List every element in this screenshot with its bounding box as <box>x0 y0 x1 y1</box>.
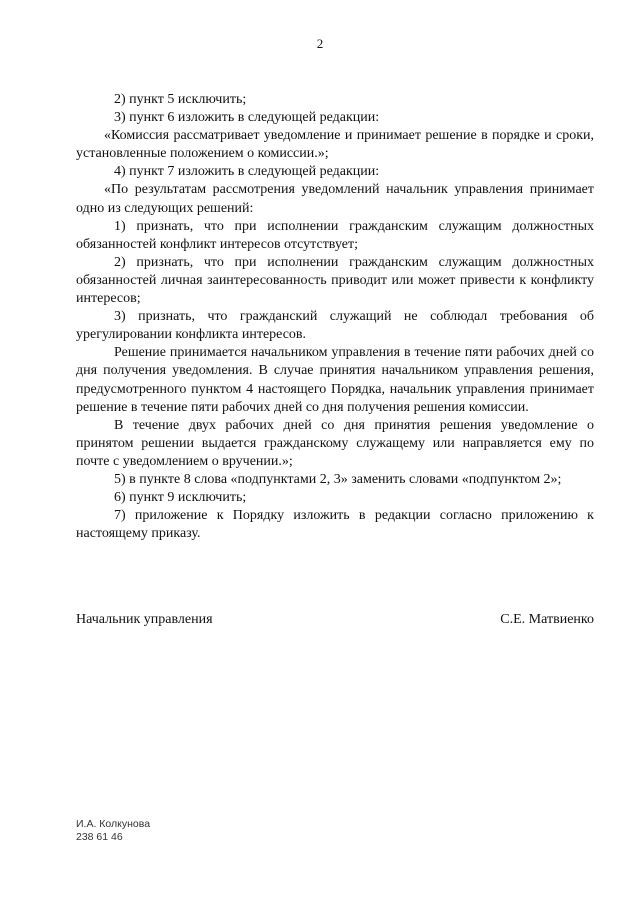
paragraph-quote-results: «По результатам рассмотрения уведомлений начальник управления принимает одно из следующих решений: <box>76 182 594 216</box>
paragraph-decision-3: 3) признать, что гражданский служащий не соблюдал требования об урегулировании конфликта интересов. <box>76 309 594 343</box>
paragraph-item-3: 3) пункт 6 изложить в следующей редакции: <box>114 110 380 126</box>
paragraph-item-6: 6) пункт 9 исключить; <box>114 490 247 506</box>
document-body <box>76 91 594 543</box>
paragraph-item-4: 4) пункт 7 изложить в следующей редакции: <box>114 164 380 180</box>
paragraph-item-2: 2) пункт 5 исключить; <box>114 92 247 107</box>
executor-block <box>76 818 150 844</box>
paragraph-item-7: 7) приложение к Порядку изложить в редакции согласно приложению к настоящему приказу. <box>76 508 594 542</box>
signature-name: С.Е. Матвиенко <box>500 612 594 627</box>
paragraph-decision-1: 1) признать, что при исполнении гражданским служащим должностных обязанностей конфликт интересов отсутствует; <box>76 218 594 252</box>
paragraph-notification: В течение двух рабочих дней со дня принятия решения уведомление о принятом решении выдается гражданскому служащему или направляется ему по почте с уведомлением о вручении.»; <box>76 417 594 469</box>
signature-block <box>76 612 594 628</box>
signature-position: Начальник управления <box>76 612 213 627</box>
paragraph-quote-commission: «Комиссия рассматривает уведомление и принимает решение в порядке и сроки, установленные положением о комиссии.»; <box>76 128 594 162</box>
executor-phone: 238 61 46 <box>76 831 123 843</box>
paragraph-item-5: 5) в пункте 8 слова «подпунктами 2, 3» заменить словами «подпунктом 2»; <box>114 471 562 487</box>
executor-name: И.А. Колкунова <box>76 818 151 830</box>
paragraph-decision-term: Решение принимается начальником управления в течение пяти рабочих дней со дня получения уведомления. В случае принятия начальником управления решения, предусмотренного пунктом 4 настоящего Порядка, начальник управления принимает решение в течение пяти рабочих дней со дня получения решения комиссии. <box>76 345 594 415</box>
page-number: 2 <box>316 36 324 51</box>
paragraph-decision-2: 2) признать, что при исполнении гражданским служащим должностных обязанностей личная заинтересованность приводит или может привести к конфликту интересов; <box>76 254 594 307</box>
